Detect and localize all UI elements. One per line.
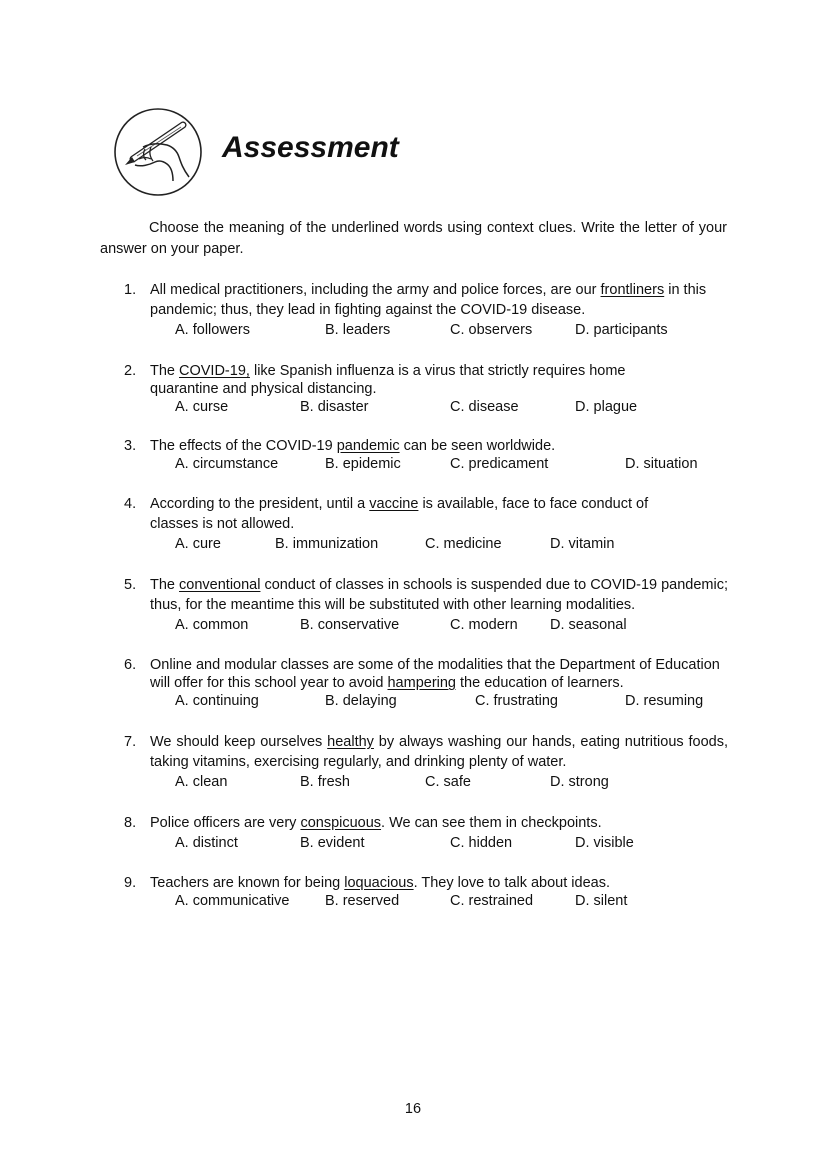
choice-b: B. leaders — [325, 322, 391, 338]
choice-a: A. communicative — [175, 893, 290, 909]
page-title: Assessment — [222, 131, 399, 164]
instructions: Choose the meaning of the underlined words using context clues. Write the letter of your answer on your paper. — [100, 220, 727, 257]
question-stem: We should keep ourselves healthy by always washing our hands, eating nutritious foods, taking vitamins, exercising regularly, and drinking plenty of water. — [150, 734, 728, 770]
question-item — [124, 280, 728, 340]
choice-d: D. vitamin — [550, 536, 615, 552]
question-item — [124, 575, 729, 635]
question-item — [124, 494, 728, 554]
underlined-word: loquacious — [344, 875, 414, 891]
choice-b: B. epidemic — [325, 456, 401, 472]
choice-a: A. common — [175, 617, 249, 633]
answer-choices — [175, 772, 728, 792]
question-stem: According to the president, until a vaccine is available, face to face conduct of classes is not allowed. — [150, 496, 649, 532]
question-stem: Online and modular classes are some of the modalities that the Department of Education will offer for this school year to avoid hampering the education of learners. — [150, 657, 720, 691]
choice-b: B. evident — [300, 835, 365, 851]
underlined-word: conventional — [179, 577, 261, 593]
choice-b: B. conservative — [300, 617, 400, 633]
choice-b: B. immunization — [275, 536, 379, 552]
choice-c: C. observers — [450, 322, 533, 338]
choice-d: D. silent — [575, 893, 628, 909]
question-item — [124, 874, 728, 912]
choice-d: D. resuming — [625, 693, 704, 709]
choice-a: A. clean — [175, 774, 228, 790]
question-number: 4. — [124, 496, 137, 512]
choice-d: D. plague — [575, 399, 638, 415]
question-item — [124, 362, 728, 418]
choice-c: C. disease — [450, 399, 519, 415]
choice-a: A. cure — [175, 536, 221, 552]
choice-c: C. modern — [450, 617, 518, 633]
answer-choices — [175, 455, 728, 475]
choice-c: C. medicine — [425, 536, 502, 552]
answer-choices — [175, 833, 728, 853]
answer-choices — [175, 615, 728, 635]
underlined-word: pandemic — [336, 438, 400, 454]
underlined-word: hampering — [387, 675, 456, 691]
choice-a: A. curse — [175, 399, 229, 415]
question-item — [124, 813, 728, 853]
answer-choices — [175, 692, 728, 712]
question-stem: Teachers are known for being loquacious. They love to talk about ideas. — [150, 875, 610, 891]
choice-b: B. disaster — [300, 399, 369, 415]
choice-b: B. delaying — [325, 693, 397, 709]
question-number: 1. — [124, 282, 137, 298]
underlined-word: vaccine — [369, 496, 419, 512]
choice-d: D. visible — [575, 835, 634, 851]
choice-a: A. followers — [175, 322, 250, 338]
choice-c: C. hidden — [450, 835, 513, 851]
question-stem: The conventional conduct of classes in schools is suspended due to COVID-19 pandemic; thus, for the meantime this will be substituted with other learning modalities. — [150, 577, 729, 613]
choice-a: A. distinct — [175, 835, 238, 851]
choice-d: D. situation — [625, 456, 698, 472]
underlined-word: conspicuous — [300, 815, 382, 831]
answer-choices — [175, 534, 728, 554]
writing-hand-icon — [113, 107, 203, 197]
underlined-word: healthy — [327, 734, 374, 750]
question-number: 2. — [124, 363, 137, 379]
page-number: 16 — [404, 1101, 422, 1117]
question-number: 3. — [124, 438, 137, 454]
question-stem: Police officers are very conspicuous. We can see them in checkpoints. — [150, 815, 602, 831]
choice-d: D. participants — [575, 322, 668, 338]
underlined-word: frontliners — [600, 282, 665, 298]
choice-d: D. seasonal — [550, 617, 627, 633]
underlined-word: COVID-19, — [179, 363, 250, 379]
answer-choices — [175, 398, 728, 418]
question-stem: The COVID-19, like Spanish influenza is a virus that strictly requires home quarantine and physical distancing. — [150, 363, 626, 397]
question-number: 6. — [124, 657, 137, 673]
question-number: 9. — [124, 875, 137, 891]
choice-d: D. strong — [550, 774, 609, 790]
choice-c: C. predicament — [450, 456, 549, 472]
choice-c: C. frustrating — [475, 693, 558, 709]
choice-c: C. restrained — [450, 893, 534, 909]
question-number: 5. — [124, 577, 137, 593]
choice-c: C. safe — [425, 774, 471, 790]
choice-a: A. continuing — [175, 693, 259, 709]
answer-choices — [175, 320, 728, 340]
choice-b: B. fresh — [300, 774, 350, 790]
question-number: 8. — [124, 815, 137, 831]
choice-b: B. reserved — [325, 893, 400, 909]
question-item — [124, 732, 728, 792]
question-number: 7. — [124, 734, 137, 750]
choice-a: A. circumstance — [175, 456, 279, 472]
question-stem: The effects of the COVID-19 pandemic can be seen worldwide. — [150, 438, 556, 454]
question-stem: All medical practitioners, including the army and police forces, are our frontliners in this pandemic; thus, they lead in fighting against the COVID-19 disease. — [150, 282, 707, 318]
answer-choices — [175, 892, 728, 912]
question-item — [124, 656, 728, 712]
question-item — [124, 437, 728, 475]
